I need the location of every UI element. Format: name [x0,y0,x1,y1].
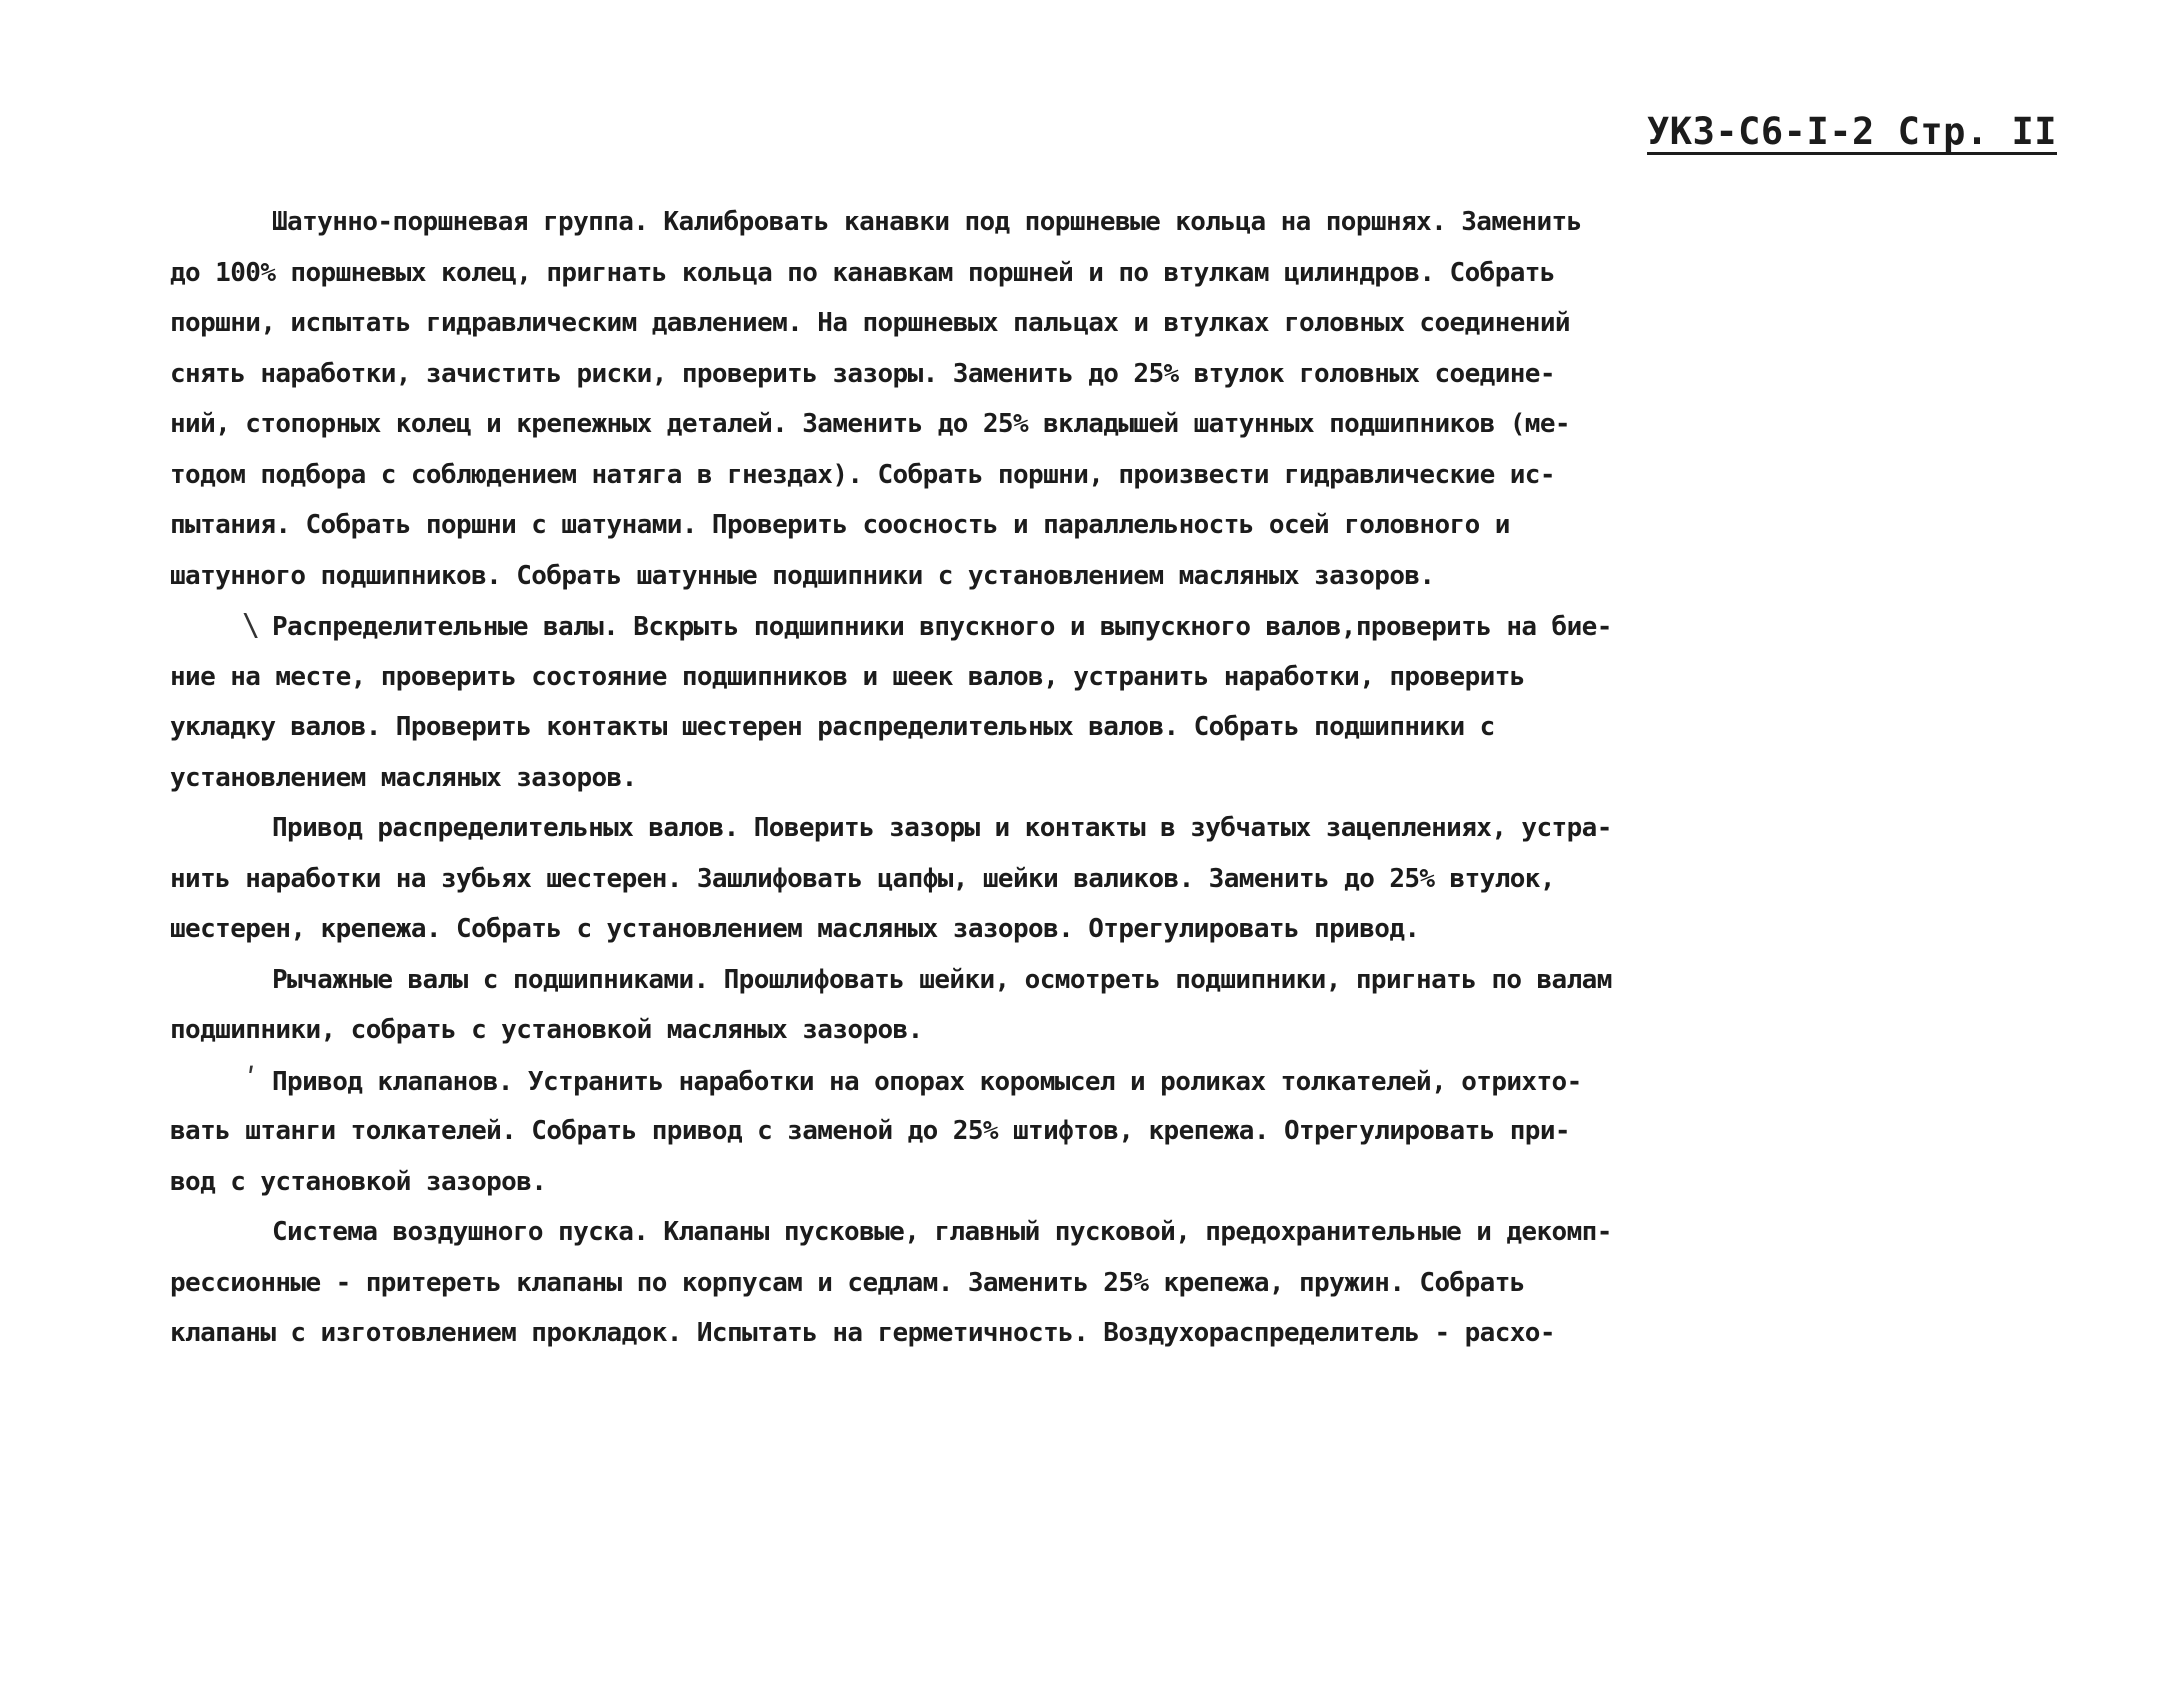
text-line [170,904,2120,955]
text-line-content: рессионные - притереть клапаны по корпусам и седлам. Заменить 25% крепежа, пружин. Собрать [170,1267,1525,1298]
text-line-content: вод с установкой зазоров. [170,1166,547,1197]
text-line [170,1106,2120,1157]
text-line-content: установлением масляных зазоров. [170,762,637,793]
page-header: УКЗ-С6-I-2 Стр. II [1647,110,2057,153]
text-line [170,1157,2120,1208]
text-line [170,197,2120,248]
text-line [170,298,2120,349]
text-line-content: ние на месте, проверить состояние подшипников и шеек валов, устранить наработки, проверить [170,661,1525,692]
text-line [170,1258,2120,1309]
text-line-content: снять наработки, зачистить риски, проверить зазоры. Заменить до 25% втулок головных соедине- [170,358,1555,389]
text-line-content: нить наработки на зубьях шестерен. Зашлифовать цапфы, шейки валиков. Заменить до 25% втулок, [170,863,1555,894]
text-line-content: ний, стопорных колец и крепежных деталей. Заменить до 25% вкладышей шатунных подшипников (ме- [170,409,1570,439]
text-line-content: укладку валов. Проверить контакты шестерен распределительных валов. Собрать подшипники с [170,712,1495,742]
text-line: \ Распределительные валы. Вскрыть подшипники впускного и выпускного валов,проверить на бие- [242,608,1612,643]
text-line-content: поршни, испытать гидравлическим давлением. На поршневых пальцах и втулках головных соединений [170,308,1570,338]
text-line [170,955,2120,1006]
text-line-content: клапаны с изготовлением прокладок. Испытать на герметичность. Воздухораспределитель - расхо- [170,1318,1555,1348]
text-line-content: шестерен, крепежа. Собрать с установлением масляных зазоров. Отрегулировать привод. [170,914,1420,944]
text-line-content: тодом подбора с соблюдением натяга в гнездах). Собрать поршни, произвести гидравлические ис- [170,459,1555,490]
text-line [170,1207,2120,1258]
document-body [170,197,2120,1359]
text-line-content: вать штанги толкателей. Собрать привод с заменой до 25% штифтов, крепежа. Отрегулировать при- [170,1116,1570,1146]
text-line-content: Система воздушного пуска. Клапаны пусковые, главный пусковой, предохранительные и декомп- [272,1217,1612,1247]
text-line [170,500,2120,551]
text-line-content: подшипники, собрать с установкой масляных зазоров. [170,1015,923,1045]
text-line-content: шатунного подшипников. Собрать шатунные подшипники с установлением масляных зазоров. [170,560,1435,591]
text-line-content: Привод распределительных валов. Поверить зазоры и контакты в зубчатых зацеплениях, устра- [272,813,1612,843]
text-line-content: Привод клапанов. Устранить наработки на опорах коромысел и роликах толкателей, отрихто- [272,1066,1582,1097]
text-line [170,702,2120,753]
text-line [170,450,2120,501]
text-line-content: Шатунно-поршневая группа. Калибровать канавки под поршневые кольца на поршнях. Заменить [272,207,1582,237]
text-line [170,803,2120,854]
text-line [170,551,2120,602]
text-line [170,399,2120,450]
text-line [170,349,2120,400]
text-line [170,1005,2120,1056]
text-line [170,652,2120,703]
text-line-content: до 100% поршневых колец, пригнать кольца по канавкам поршней и по втулкам цилиндров. Собрать [170,257,1555,288]
text-line [170,753,2120,804]
text-line-content: пытания. Собрать поршни с шатунами. Проверить соосность и параллельность осей головного и [170,510,1510,540]
text-line [170,1308,2120,1359]
text-line: ʹ Привод клапанов. Устранить наработки на опорах коромысел и роликах толкателей, отрихто- [242,1062,1582,1098]
text-line [170,854,2120,905]
text-line-content: Рычажные валы с подшипниками. Прошлифовать шейки, осмотреть подшипники, пригнать по валам [272,964,1612,995]
text-line-content: Распределительные валы. Вскрыть подшипники впускного и выпускного валов,проверить на бие- [272,612,1612,642]
text-line [170,248,2120,299]
